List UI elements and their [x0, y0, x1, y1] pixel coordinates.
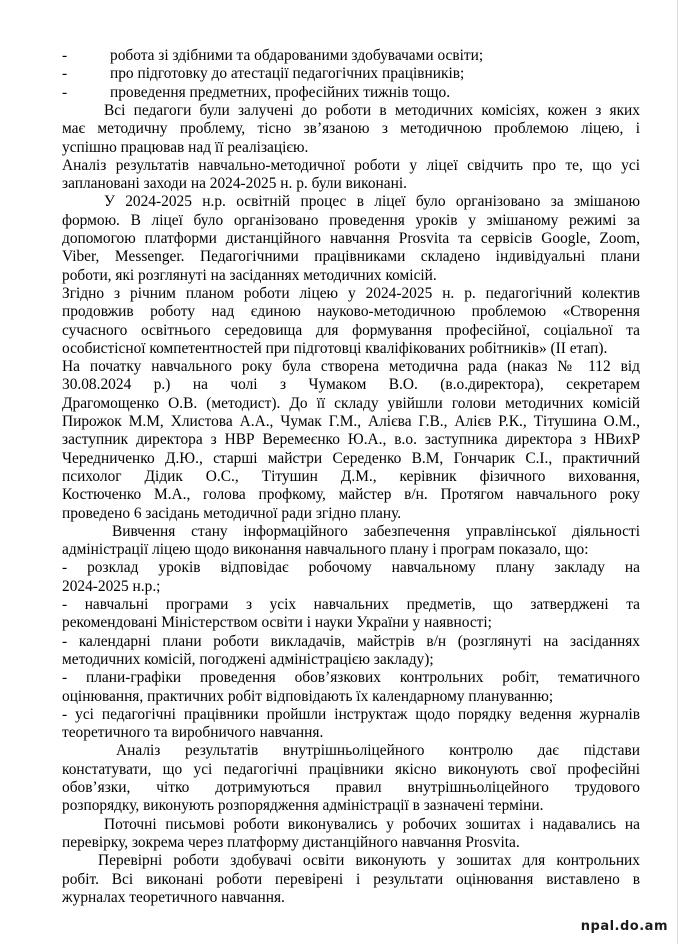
- text-line: рекомендовані Міністерством освіти і науки України у наявності;: [62, 614, 492, 631]
- list-bullet: -: [62, 84, 68, 101]
- text-line: 2024-2025 н.р.;: [62, 578, 161, 595]
- text-line: Вивчення стану інформаційного забезпечення управлінської діяльності: [112, 523, 640, 540]
- text-line: - календарні плани роботи викладачів, майстрів в/н (розглянуті на засіданнях: [62, 633, 640, 650]
- text-line: Аналіз результатів навчально-методичної роботи у ліцеї свідчить про те, що усі: [62, 157, 640, 174]
- text-line: проведено 6 засідань методичної ради згідно плану.: [62, 505, 402, 522]
- text-line: про підготовку до атестації педагогічних працівників;: [110, 65, 465, 82]
- text-line: Аналіз результатів внутрішньоліцейного контролю дає підстави: [116, 742, 640, 759]
- text-line: розпорядку, виконують розпорядження адміністрації в зазначені терміни.: [62, 797, 544, 814]
- text-line: констатувати, що усі педагогічні працівники якісно виконують свої професійні: [62, 761, 640, 778]
- text-line: Всі педагоги були залучені до роботи в методичних комісіях, кожен з яких: [104, 102, 640, 119]
- text-line: У 2024-2025 н.р. освітній процес в ліцеї було організовано за змішаною: [104, 193, 640, 210]
- text-line: методичних комісій, погоджені адміністрацією закладу);: [62, 651, 434, 668]
- text-line: 30.08.2024 р.) на чолі з Чумаком В.О. (в.о.директора), секретарем: [62, 376, 640, 393]
- text-line: сучасного освітнього середовища для формування професійної, соціальної та: [62, 322, 640, 339]
- text-line: журналах теоретичного навчання.: [62, 889, 285, 906]
- text-line: Чередниченко Д.Ю., старші майстри Середенко В.М, Гончарик С.І., практичний: [62, 450, 640, 467]
- text-line: Viber, Messenger. Педагогічними працівниками складено індивідуальні плани: [62, 248, 640, 265]
- text-line: продовжив роботу над єдиною науково-методичною проблемою «Створення: [62, 303, 640, 320]
- text-line: Перевірні роботи здобувачі освіти виконують у зошитах для контрольних: [98, 852, 640, 869]
- text-line: заплановані заходи на 2024-2025 н. р. були виконані.: [62, 175, 407, 192]
- text-line: адміністрації ліцею щодо виконання навчального плану і програм показало, що:: [62, 541, 589, 558]
- text-line: Драгомощенко О.В. (методист). До її складу увійшли голови методичних комісій: [62, 395, 640, 412]
- text-line: успішно працював над її реалізацією.: [62, 139, 309, 156]
- text-line: перевірку, зокрема через платформу дистанційного навчання Prosvita.: [62, 834, 520, 851]
- text-line: Згідно з річним планом роботи ліцею у 2024-2025 н. р. педагогічний колектив: [62, 285, 640, 302]
- text-line: - навчальні програми з усіх навчальних предметів, що затверджені та: [62, 596, 640, 613]
- text-line: - плани-графіки проведення обов’язкових контрольних робіт, тематичного: [62, 669, 640, 686]
- list-bullet: -: [62, 47, 68, 64]
- text-line: Костюченко М.А., голова профкому, майстер в/н. Протягом навчального року: [62, 486, 640, 503]
- text-line: заступник директора з НВР Веремеєнко Ю.А., в.о. заступника директора з НВихР: [62, 431, 640, 448]
- list-bullet: -: [62, 65, 68, 82]
- text-line: особистісної компетентностей при підготовці кваліфікованих робітників» (ІІ етап).: [62, 340, 608, 357]
- text-line: допомогою платформи дистанційного навчання Prosvita та сервісів Google, Zoom,: [62, 230, 640, 247]
- text-line: проведення предметних, професійних тижнів тощо.: [110, 84, 451, 101]
- text-line: формою. В ліцеї було організовано проведення уроків у змішаному режимі за: [62, 212, 640, 229]
- text-line: оцінювання, практичних робіт відповідають їх календарному плануванню;: [62, 688, 554, 705]
- text-line: На початку навчального року була створена методична рада (наказ № 112 від: [62, 358, 640, 375]
- text-line: роботи, які розглянуті на засіданнях методичних комісій.: [62, 267, 437, 284]
- text-line: - усі педагогічні працівники пройшли інструктаж щодо порядку ведення журналів: [62, 706, 640, 723]
- text-line: має методичну проблему, тісно зв’язаною з методичною проблемою ліцею, і: [62, 120, 640, 137]
- text-line: робота зі здібними та обдарованими здобувачами освіти;: [110, 47, 484, 64]
- text-line: - розклад уроків відповідає робочому навчальному плану закладу на: [62, 559, 640, 576]
- site-watermark: npal.do.am: [580, 919, 668, 934]
- text-line: обов’язки, чітко дотримуються правил внутрішньоліцейного трудового: [62, 779, 640, 796]
- text-line: теоретичного та виробничого навчання.: [62, 724, 324, 741]
- text-line: Пирожок М.М, Хлистова А.А., Чумак Г.М., Алієва Г.В., Алієв Р.К., Тітушина О.М.,: [62, 413, 640, 430]
- text-line: Поточні письмові роботи виконувались у робочих зошитах і надавались на: [104, 816, 640, 833]
- text-line: робіт. Всі виконані роботи перевірені і результати оцінювання виставлено в: [62, 871, 640, 888]
- text-line: психолог Дідик О.С., Тітушин Д.М., керівник фізичного виховання,: [62, 468, 640, 485]
